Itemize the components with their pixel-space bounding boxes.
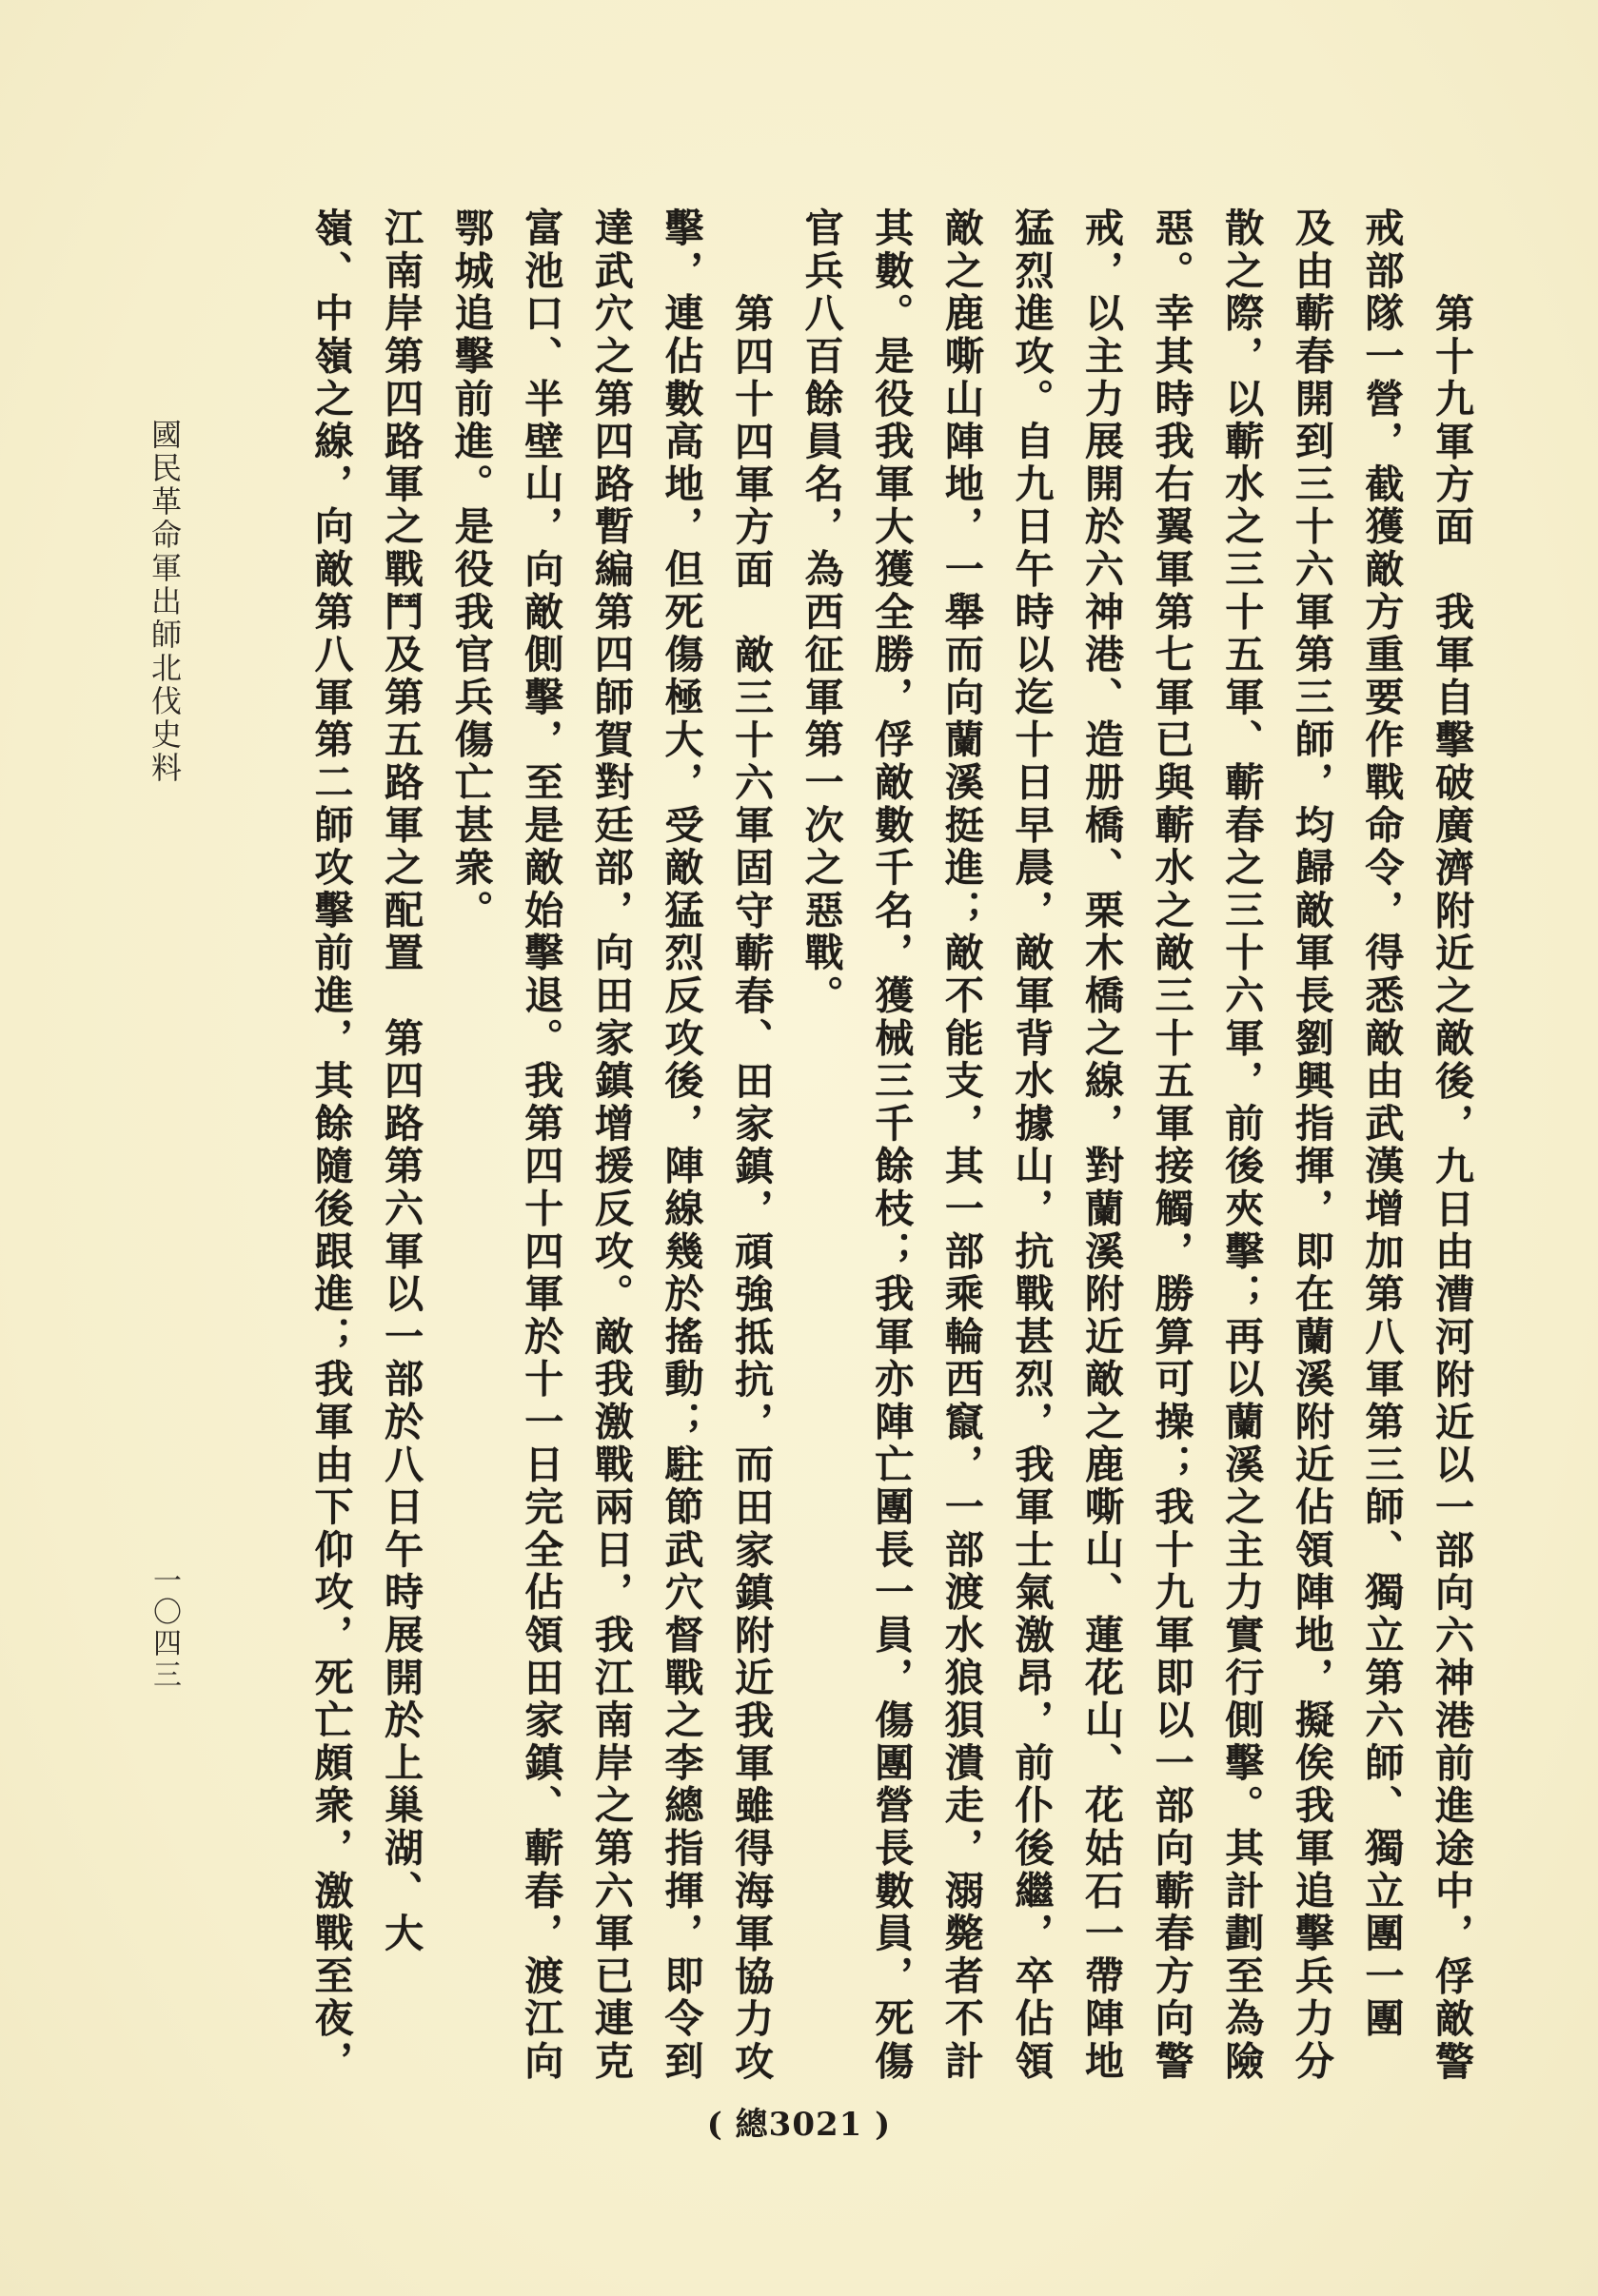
text-column-12: 擊，連佔數高地，但死傷極大，受敵猛烈反攻後，陣線幾於搖動；駐節武穴督戰之李總指揮，即令到 [658, 207, 704, 2084]
vertical-text-body [295, 207, 1486, 2084]
text-column-13: 達武穴之第四路暫編第四師賀對廷部，向田家鎮增援反攻。敵我激戰兩日，我江南岸之第六軍已連克 [587, 207, 634, 2084]
text-column-5: 惡。幸其時我右翼軍第七軍已與蘄水之敵三十五軍接觸，勝算可操；我十九軍即以一部向蘄春方向警 [1148, 207, 1194, 2084]
footer-total-page: ( 總3021 ) [706, 2106, 892, 2144]
text-column-14: 富池口、半壁山，向敵側擊，至是敵始擊退。我第四十四軍於十一日完全佔領田家鎮、蘄春，渡江向 [518, 207, 564, 2084]
text-column-6: 戒，以主力展開於六神港、造册橋、栗木橋之線，對蘭溪附近敵之鹿嘶山、蓮花山、花姑石一帶陣地 [1078, 207, 1125, 2084]
text-column-8: 敵之鹿嘶山陣地，一舉而向蘭溪挺進；敵不能支，其一部乘輪西竄，一部渡水狼狽潰走，溺斃者不計 [937, 207, 984, 2084]
section-heading-column: 江南岸第四路軍之戰鬥及第五路軍之配置 第四路第六軍以一部於八日午時展開於上巢湖、大 [378, 207, 424, 1955]
text-column-7: 猛烈進攻。自九日午時以迄十日早晨，敵軍背水據山，抗戰甚烈，我軍士氣激昂，前仆後繼，卒佔領 [1008, 207, 1055, 2084]
text-column-15: 鄂城追擊前進。是役我官兵傷亡甚衆。 [447, 207, 494, 932]
text-column-1: 第十九軍方面 我軍自擊破廣濟附近之敵後，九日由漕河附近以一部向六神港前進途中，俘敵警 [1429, 293, 1474, 2084]
page-number: 一〇四三 [148, 1565, 181, 1691]
text-column-2: 戒部隊一營，截獲敵方重要作戰命令，得悉敵由武漢增加第八軍第三師、獨立第六師、獨立團一團 [1358, 207, 1405, 2041]
text-column-11: 第四十四軍方面 敵三十六軍固守蘄春、田家鎮，頑強抵抗，而田家鎮附近我軍雖得海軍協力攻 [728, 293, 775, 2084]
text-column-9: 其數。是役我軍大獲全勝，俘敵數千名，獲械三千餘枝；我軍亦陣亡團長一員，傷團營長數員，死傷 [868, 207, 915, 2084]
book-title: 國民革命軍出師北伐史料 [147, 419, 183, 785]
text-column-4: 散之際，以蘄水之三十五軍、蘄春之三十六軍，前後夾擊；再以蘭溪之主力實行側擊。其計劃至為險 [1218, 207, 1265, 2084]
text-column-3: 及由蘄春開到三十六軍第三師，均歸敵軍長劉興指揮，即在蘭溪附近佔領陣地，擬俟我軍追擊兵力分 [1288, 207, 1334, 2084]
text-column-17: 嶺、中嶺之線，向敵第八軍第二師攻擊前進，其餘隨後跟進；我軍由下仰攻，死亡頗衆，激戰至夜， [307, 207, 354, 2084]
text-column-10: 官兵八百餘員名，為西征軍第一次之惡戰。 [798, 207, 844, 1018]
